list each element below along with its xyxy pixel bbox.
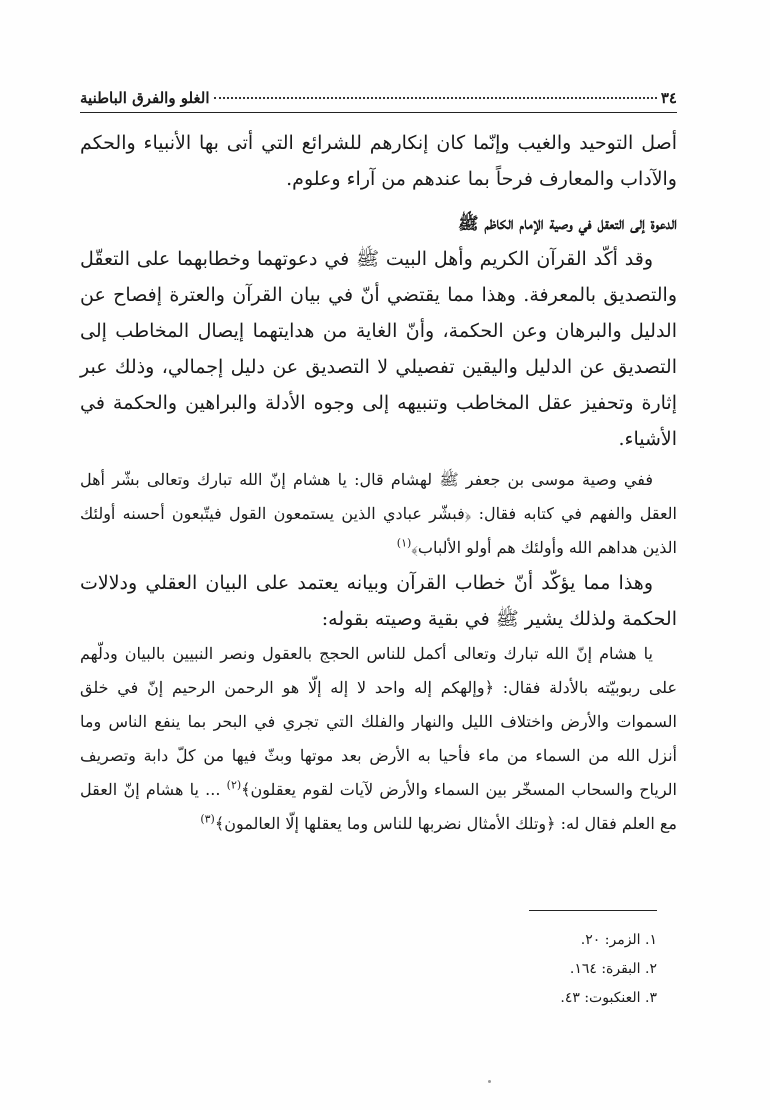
- paragraph-3-rest: أهل العقل والفهم في كتابه فقال: ﴿فبشّر عبادي الذين يستمعون القول فيتّبعون أحسنه أولئك الذين هداهم الله وأولئك هم أولو الألباب﴾: [80, 470, 677, 557]
- running-header: [80, 88, 677, 110]
- section-heading: الدعوة إلى التعقل في وصية الإمام الكاظم ﷺ: [458, 214, 677, 234]
- footnote-item: ٢. البقرة: ١٦٤.: [569, 961, 657, 977]
- running-title: الغلو والفرق الباطنية: [80, 89, 210, 107]
- footnotes-list: [560, 926, 657, 1013]
- footnote-ref-3[interactable]: (٣): [200, 812, 215, 826]
- paragraph-3-lead: ففي وصية موسى بن جعفر ﷺ لهشام قال: يا هشام إنّ الله تبارك وتعالى بشّر: [112, 470, 653, 489]
- footnote-item: ١. الزمر: ٢٠.: [580, 932, 657, 948]
- footnote-separator: [529, 910, 657, 911]
- paragraph-1: أصل التوحيد والغيب وإنّما كان إنكارهم للشرائع التي أتى بها الأنبياء والحكم والآداب والمعارف فرحاً بما عندهم من آراء وعلوم.: [80, 132, 677, 190]
- page-number: ٣٤: [660, 89, 677, 107]
- paragraph-2: وقد أكّد القرآن الكريم وأهل البيت ﷺ في دعوتهما وخطابهما على التعقّل والتصديق بالمعرفة. وهذا مما يقتضي أنّ في بيان القرآن والعترة إفصاح عن الدليل والبرهان وعن الحكمة، وأنّ الغاية من هدايتهما إيصال المخاطب إلى التصديق عن الدليل واليقين تفصيلي لا التصديق عن دليل إجمالي، وذلك عبر إثارة وتحفيز عقل المخاطب وتنبيهه إلى وجوه الأدلة والبراهين والحكمة في الأشياء.: [80, 248, 677, 450]
- header-leader-dots: [214, 97, 657, 99]
- footnote-ref-2[interactable]: (٢): [226, 778, 242, 792]
- paragraph-5-continuation: ... يا هشام إنّ العقل مع العلم فقال له: ﴿وتلك الأمثال نضربها للناس وما يعقلها إلّا العالمون﴾: [80, 780, 677, 833]
- paragraph-5-quote: يا هشام إنّ الله تبارك وتعالى أكمل للناس الحجج بالعقول ونصر النبيين بالبيان ودلّهم على ربوبيّته بالأدلة فقال: ﴿وإلهكم إله واحد لا إله إلّا هو الرحمن الرحيم إنّ في خلق السموات والأرض واختلاف الليل والنهار والفلك التي تجري في البحر بما ينفع الناس وما أنزل الله من السماء من ماء فأحيا به الأرض بعد موتها وبثّ فيها من كلّ دابة وتصريف الرياح والسحاب المسخّر بين السماء والأرض لآيات لقوم يعقلون﴾: [80, 644, 678, 799]
- paragraph-4: وهذا مما يؤكّد أنّ خطاب القرآن وبيانه يعتمد على البيان العقلي ودلالات الحكمة ولذلك يشير ﷺ في بقية وصيته بقوله:: [80, 572, 677, 630]
- header-rule: [80, 112, 677, 113]
- paragraph-3: [80, 463, 677, 565]
- page-speck: [488, 1080, 491, 1083]
- footnote-ref-1[interactable]: (١): [396, 536, 412, 550]
- page-body: [80, 88, 677, 841]
- paragraph-5: [80, 637, 677, 841]
- footnote-item: ٣. العنكبوت: ٤٣.: [560, 990, 657, 1006]
